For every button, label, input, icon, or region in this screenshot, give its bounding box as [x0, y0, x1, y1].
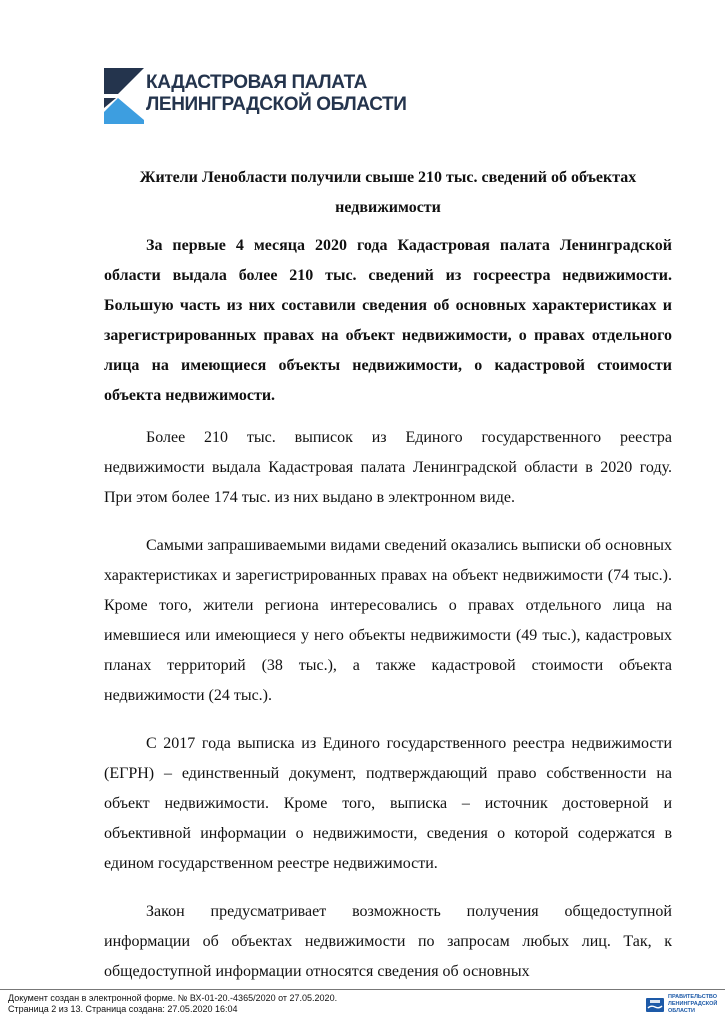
- government-logo-text: [668, 994, 717, 1015]
- gov-line-2: ЛЕНИНГРАДСКОЙ: [668, 1001, 718, 1007]
- government-emblem-icon: [646, 996, 664, 1014]
- article-paragraph-3: С 2017 года выписка из Единого государственного реестра недвижимости (ЕГРН) – единственный документ, подтверждающий право собственности на объект недвижимости. Кроме того, выписка – источник достоверной и объективной информации о недвижимости, сведения о которой содержатся в едином государственном реестре недвижимости.: [104, 735, 672, 872]
- article-paragraph-2: Самыми запрашиваемыми видами сведений оказались выписки об основных характеристиках и зарегистрированных правах на объект недвижимости (74 тыс.). Кроме того, жители региона интересовались о правах отдельного лица на имевшиеся или имеющиеся у него объекты недвижимости (49 тыс.), кадастровых планах территорий (38 тыс.), а также кадастровой стоимости объекта недвижимости (24 тыс.).: [104, 537, 672, 704]
- article: [104, 163, 672, 1005]
- logo-line-2: ЛЕНИНГРАДСКОЙ ОБЛАСТИ: [146, 94, 407, 115]
- article-lead: За первые 4 месяца 2020 года Кадастровая палата Ленинградской области выдала более 210 тыс. сведений из госреестра недвижимости. Большую часть из них составили сведения об основных характеристиках и зарегистрированных правах на объект недвижимости, о правах отдельного лица на имеющиеся объекты недвижимости, о кадастровой стоимости объекта недвижимости.: [104, 237, 672, 404]
- footer-line-2: Страница 2 из 13. Страница создана: 27.05.2020 16:04: [8, 1004, 238, 1014]
- article-title: Жители Ленобласти получили свыше 210 тыс. сведений об объектах недвижимости: [139, 169, 637, 216]
- footer-line-1: Документ создан в электронной форме. № ВХ-01-20.-4365/2020 от 27.05.2020.: [8, 993, 338, 1003]
- footer-document-info: [8, 993, 337, 1015]
- gov-line-3: ОБЛАСТИ: [668, 1008, 695, 1014]
- cadastral-chamber-logo: [104, 68, 407, 124]
- article-paragraph-4: Закон предусматривает возможность получения общедоступной информации об объектах недвижимости по запросам любых лиц. Так, к общедоступной информации относятся сведения об основных: [104, 903, 672, 980]
- footer-divider: [0, 989, 725, 990]
- article-paragraph-1: Более 210 тыс. выписок из Единого государственного реестра недвижимости выдала Кадастровая палата Ленинградской области в 2020 году. При этом более 174 тыс. из них выдано в электронном виде.: [104, 429, 672, 506]
- logo-text: [146, 72, 407, 116]
- logo-line-1: КАДАСТРОВАЯ ПАЛАТА: [146, 72, 367, 93]
- gov-line-1: ПРАВИТЕЛЬСТВО: [668, 994, 718, 1000]
- cadastral-logo-icon: [104, 68, 148, 124]
- government-logo: [646, 994, 722, 1018]
